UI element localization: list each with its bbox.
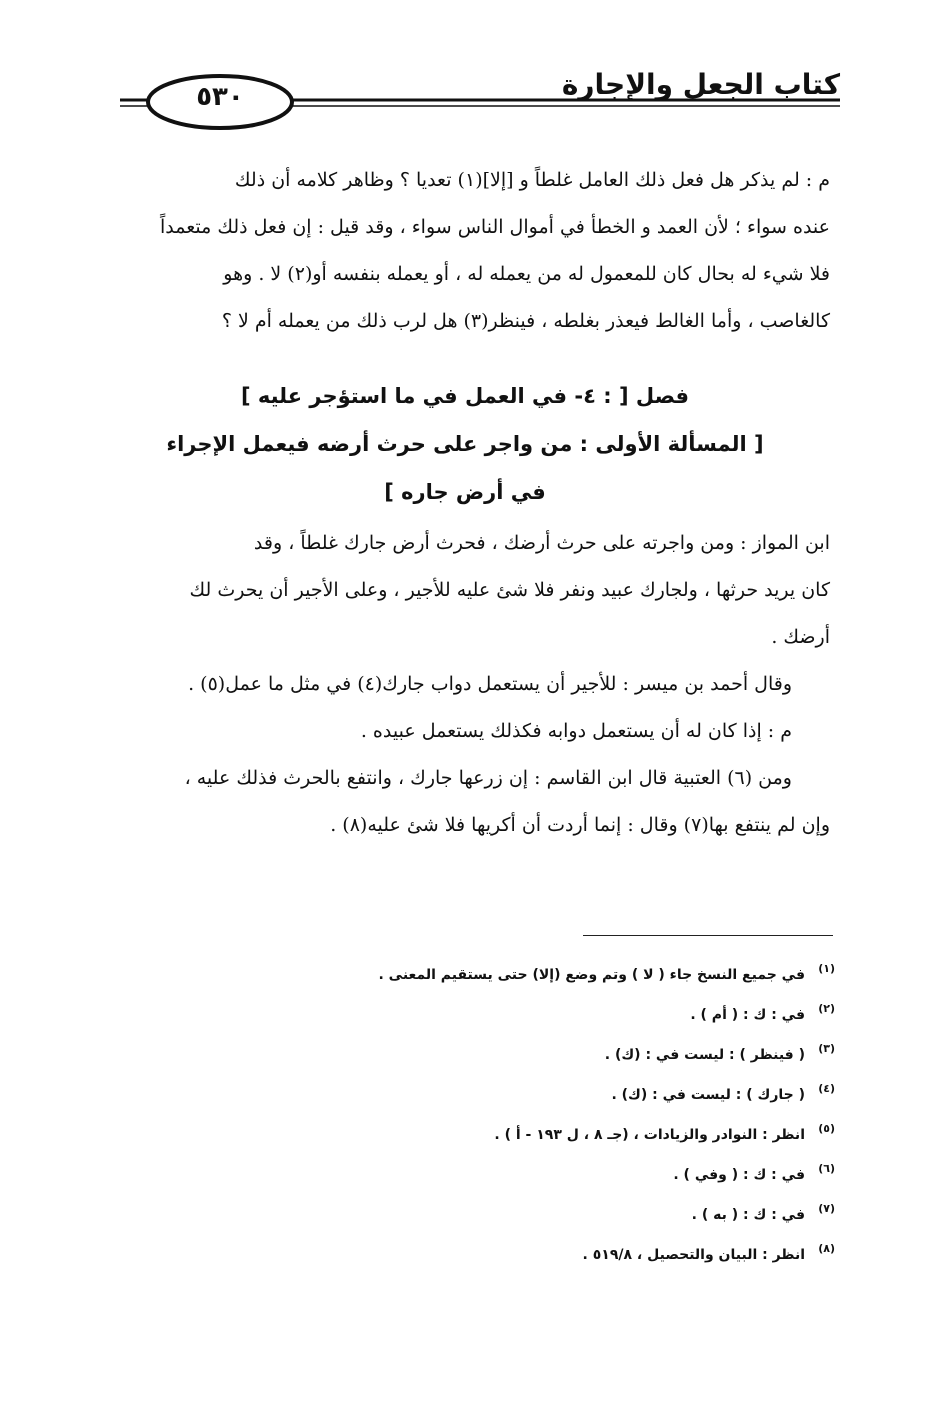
footnote-separator [583, 935, 833, 936]
text-line: كالغاصب ، وأما الغالط فيعذر بغلطه ، فينظر(٣) هل لرب ذلك من يعمله أم لا ؟ [221, 310, 830, 332]
paragraph-3: وقال أحمد بن ميسر : للأجير أن يستعمل دواب جارك(٤) في مثل ما عمل(٥) . [188, 673, 792, 695]
footnote-text: في : ك : ( وفي ) . [673, 1167, 805, 1183]
footnote-number: (٨) [818, 1242, 835, 1255]
footnote-text: انظر : النوادر والزيادات ، (جـ ٨ ، ل ١٩٣ - أ ) . [494, 1127, 805, 1143]
issue-heading-line-1: [ المسألة الأولى : من واجر على حرث أرضه فيعمل الإجراء [166, 432, 764, 456]
running-title: كتاب الجعل والإجارة [561, 68, 840, 101]
footnote [100, 1195, 835, 1235]
footnote-text: في : ك : ( أم ) . [690, 1007, 805, 1023]
footnote [100, 1115, 835, 1155]
footnote-number: (٧) [818, 1202, 835, 1215]
text-line: ابن المواز : ومن واجرته على حرث أرضك ، فحرث أرض جارك غلطاً ، وقد [253, 532, 830, 554]
text-line: ومن (٦) العتبية قال ابن القاسم : إن زرعها جارك ، وانتفع بالحرث فذلك عليه ، [184, 767, 792, 789]
footnote [100, 1235, 835, 1275]
footnote [100, 1155, 835, 1195]
footnote [100, 955, 835, 995]
text-line: عنده سواء ؛ لأن العمد و الخطأ في أموال الناس سواء ، وقد قيل : إن فعل ذلك متعمداً [160, 216, 830, 238]
issue-heading-line-2: في أرض جاره ] [384, 480, 546, 504]
text-line: أرضك . [771, 626, 830, 648]
footnote-number: (٢) [818, 1002, 835, 1015]
page-number: ٥٣٠ [196, 82, 244, 112]
footnote-number: (٥) [818, 1122, 835, 1135]
footnote-number: (١) [818, 962, 835, 975]
footnote-number: (٣) [818, 1042, 835, 1055]
text-line: وإن لم ينتفع بها(٧) وقال : إنما أردت أن أكريها فلا شئ عليه(٨) . [330, 814, 830, 836]
paragraph-4: م : إذا كان له أن يستعمل دوابه فكذلك يستعمل عبيده . [360, 720, 792, 742]
footnote [100, 995, 835, 1035]
text-line: فلا شيء له بحال كان للمعمول له من يعمله له ، أو يعمله بنفسه أو(٢) لا . وهو [223, 263, 830, 285]
footnote-text: ( جارك ) : ليست في : (ك) . [611, 1087, 805, 1103]
section-heading: فصل [ : ٤- في العمل في ما استؤجر عليه ] [240, 384, 690, 408]
footnote [100, 1035, 835, 1075]
page-header [100, 60, 840, 145]
footnote-number: (٦) [818, 1162, 835, 1175]
text-line: كان يريد حرثها ، ولجارك عبيد ونفر فلا شئ عليه للأجير ، وعلى الأجير أن يحرث لك [189, 579, 830, 601]
paragraph-2 [100, 520, 830, 849]
footnote-text: في جميع النسخ جاء ( لا ) وتم وضع (إلا) حتى يستقيم المعنى . [378, 967, 805, 983]
footnote-number: (٤) [818, 1082, 835, 1095]
paragraph-1 [100, 157, 830, 345]
footnote-text: انظر : البيان والتحصيل ، ٥١٩/٨ . [582, 1247, 805, 1263]
footnote-text: في : ك : ( به ) . [691, 1207, 805, 1223]
text-line: م : لم يذكر هل فعل ذلك العامل غلطاً و [إلا](١) تعديا ؟ وظاهر كلامه أن ذلك [234, 169, 830, 191]
footnote-text: ( فينظر ) : ليست في : (ك) . [604, 1047, 805, 1063]
footnote [100, 1075, 835, 1115]
footnotes [100, 955, 835, 1275]
